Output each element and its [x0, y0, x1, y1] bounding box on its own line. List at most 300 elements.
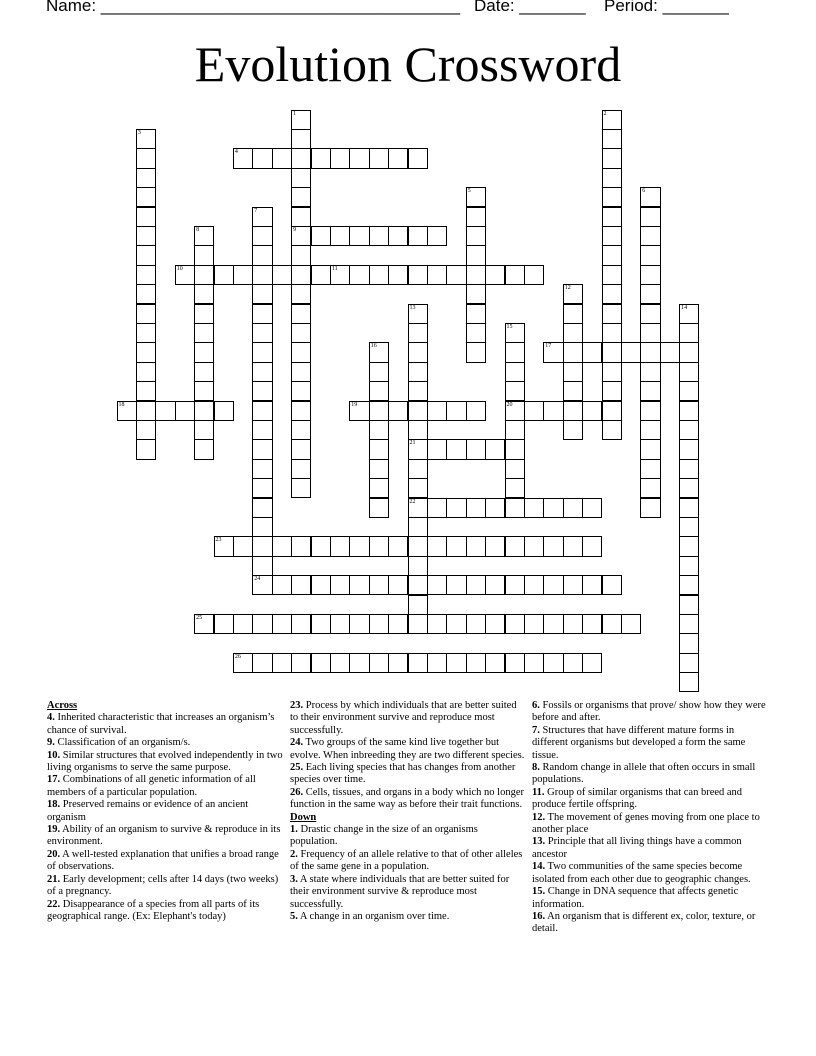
- grid-cell[interactable]: [408, 401, 428, 421]
- grid-cell[interactable]: [369, 401, 389, 421]
- grid-cell[interactable]: [252, 439, 272, 459]
- grid-cell[interactable]: [330, 575, 350, 595]
- grid-cell[interactable]: [252, 459, 272, 479]
- grid-cell[interactable]: [214, 401, 234, 421]
- grid-cell[interactable]: [252, 207, 272, 227]
- grid-cell[interactable]: [291, 342, 311, 362]
- grid-cell[interactable]: [466, 245, 486, 265]
- grid-cell[interactable]: [194, 284, 214, 304]
- grid-cell[interactable]: [679, 614, 699, 634]
- grid-cell[interactable]: [136, 381, 156, 401]
- grid-cell[interactable]: [388, 653, 408, 673]
- grid-cell[interactable]: [349, 614, 369, 634]
- grid-cell[interactable]: [330, 148, 350, 168]
- grid-cell[interactable]: [485, 265, 505, 285]
- grid-cell[interactable]: [117, 401, 137, 421]
- grid-cell[interactable]: [136, 362, 156, 382]
- grid-cell[interactable]: [679, 420, 699, 440]
- grid-cell[interactable]: [427, 536, 447, 556]
- grid-cell[interactable]: [640, 342, 660, 362]
- grid-cell[interactable]: [369, 362, 389, 382]
- grid-cell[interactable]: [563, 401, 583, 421]
- grid-cell[interactable]: [427, 498, 447, 518]
- grid-cell[interactable]: [252, 304, 272, 324]
- grid-cell[interactable]: [466, 439, 486, 459]
- grid-cell[interactable]: [466, 653, 486, 673]
- grid-cell[interactable]: [640, 362, 660, 382]
- grid-cell[interactable]: [602, 245, 622, 265]
- grid-cell[interactable]: [466, 284, 486, 304]
- grid-cell[interactable]: [543, 575, 563, 595]
- grid-cell[interactable]: [408, 459, 428, 479]
- grid-cell[interactable]: [563, 420, 583, 440]
- grid-cell[interactable]: [679, 575, 699, 595]
- grid-cell[interactable]: [388, 226, 408, 246]
- grid-cell[interactable]: [194, 245, 214, 265]
- grid-cell[interactable]: [311, 226, 331, 246]
- grid-cell[interactable]: [602, 110, 622, 130]
- grid-cell[interactable]: [194, 323, 214, 343]
- grid-cell[interactable]: [369, 342, 389, 362]
- grid-cell[interactable]: [194, 420, 214, 440]
- grid-cell[interactable]: [602, 614, 622, 634]
- grid-cell[interactable]: [505, 653, 525, 673]
- grid-cell[interactable]: [563, 575, 583, 595]
- grid-cell[interactable]: [369, 265, 389, 285]
- grid-cell[interactable]: [679, 323, 699, 343]
- grid-cell[interactable]: [466, 498, 486, 518]
- grid-cell[interactable]: [466, 323, 486, 343]
- grid-cell[interactable]: [640, 420, 660, 440]
- date-field[interactable]: Date: _______: [474, 0, 586, 15]
- grid-cell[interactable]: [388, 614, 408, 634]
- grid-cell[interactable]: [388, 265, 408, 285]
- grid-cell[interactable]: [136, 265, 156, 285]
- grid-cell[interactable]: [272, 653, 292, 673]
- grid-cell[interactable]: [679, 536, 699, 556]
- grid-cell[interactable]: [602, 323, 622, 343]
- grid-cell[interactable]: [563, 342, 583, 362]
- grid-cell[interactable]: [679, 362, 699, 382]
- grid-cell[interactable]: [388, 575, 408, 595]
- grid-cell[interactable]: [427, 401, 447, 421]
- grid-cell[interactable]: [136, 439, 156, 459]
- grid-cell[interactable]: [679, 304, 699, 324]
- grid-cell[interactable]: [136, 420, 156, 440]
- grid-cell[interactable]: [214, 536, 234, 556]
- grid-cell[interactable]: [446, 653, 466, 673]
- grid-cell[interactable]: [136, 226, 156, 246]
- grid-cell[interactable]: [524, 401, 544, 421]
- grid-cell[interactable]: [485, 536, 505, 556]
- grid-cell[interactable]: [466, 207, 486, 227]
- grid-cell[interactable]: [582, 401, 602, 421]
- grid-cell[interactable]: [582, 498, 602, 518]
- grid-cell[interactable]: [563, 362, 583, 382]
- grid-cell[interactable]: [640, 265, 660, 285]
- grid-cell[interactable]: [311, 575, 331, 595]
- grid-cell[interactable]: [408, 536, 428, 556]
- grid-cell[interactable]: [679, 478, 699, 498]
- grid-cell[interactable]: [330, 265, 350, 285]
- grid-cell[interactable]: [408, 148, 428, 168]
- grid-cell[interactable]: [505, 323, 525, 343]
- grid-cell[interactable]: [679, 595, 699, 615]
- grid-cell[interactable]: [194, 381, 214, 401]
- grid-cell[interactable]: [408, 323, 428, 343]
- grid-cell[interactable]: [505, 439, 525, 459]
- grid-cell[interactable]: [175, 401, 195, 421]
- grid-cell[interactable]: [369, 498, 389, 518]
- grid-cell[interactable]: [427, 226, 447, 246]
- grid-cell[interactable]: [291, 265, 311, 285]
- grid-cell[interactable]: [252, 653, 272, 673]
- grid-cell[interactable]: [640, 401, 660, 421]
- grid-cell[interactable]: [505, 498, 525, 518]
- grid-cell[interactable]: [233, 148, 253, 168]
- grid-cell[interactable]: [369, 226, 389, 246]
- grid-cell[interactable]: [136, 245, 156, 265]
- grid-cell[interactable]: [408, 498, 428, 518]
- grid-cell[interactable]: [291, 304, 311, 324]
- grid-cell[interactable]: [602, 401, 622, 421]
- grid-cell[interactable]: [194, 362, 214, 382]
- grid-cell[interactable]: [408, 304, 428, 324]
- grid-cell[interactable]: [524, 265, 544, 285]
- grid-cell[interactable]: [136, 207, 156, 227]
- grid-cell[interactable]: [330, 226, 350, 246]
- grid-cell[interactable]: [505, 342, 525, 362]
- grid-cell[interactable]: [640, 478, 660, 498]
- grid-cell[interactable]: [388, 536, 408, 556]
- grid-cell[interactable]: [272, 148, 292, 168]
- grid-cell[interactable]: [194, 614, 214, 634]
- grid-cell[interactable]: [408, 342, 428, 362]
- grid-cell[interactable]: [640, 498, 660, 518]
- grid-cell[interactable]: [505, 381, 525, 401]
- grid-cell[interactable]: [446, 575, 466, 595]
- grid-cell[interactable]: [349, 653, 369, 673]
- grid-cell[interactable]: [427, 653, 447, 673]
- grid-cell[interactable]: [602, 362, 622, 382]
- grid-cell[interactable]: [466, 575, 486, 595]
- grid-cell[interactable]: [408, 381, 428, 401]
- grid-cell[interactable]: [408, 420, 428, 440]
- grid-cell[interactable]: [408, 614, 428, 634]
- grid-cell[interactable]: [485, 653, 505, 673]
- grid-cell[interactable]: [602, 226, 622, 246]
- grid-cell[interactable]: [640, 323, 660, 343]
- grid-cell[interactable]: [272, 265, 292, 285]
- grid-cell[interactable]: [291, 420, 311, 440]
- grid-cell[interactable]: [272, 614, 292, 634]
- grid-cell[interactable]: [427, 265, 447, 285]
- grid-cell[interactable]: [349, 401, 369, 421]
- grid-cell[interactable]: [408, 265, 428, 285]
- grid-cell[interactable]: [602, 381, 622, 401]
- grid-cell[interactable]: [252, 517, 272, 537]
- grid-cell[interactable]: [524, 536, 544, 556]
- grid-cell[interactable]: [272, 575, 292, 595]
- grid-cell[interactable]: [427, 439, 447, 459]
- grid-cell[interactable]: [175, 265, 195, 285]
- grid-cell[interactable]: [369, 420, 389, 440]
- grid-cell[interactable]: [466, 536, 486, 556]
- grid-cell[interactable]: [194, 401, 214, 421]
- grid-cell[interactable]: [505, 420, 525, 440]
- grid-cell[interactable]: [524, 575, 544, 595]
- grid-cell[interactable]: [369, 575, 389, 595]
- grid-cell[interactable]: [640, 245, 660, 265]
- grid-cell[interactable]: [679, 633, 699, 653]
- grid-cell[interactable]: [291, 381, 311, 401]
- grid-cell[interactable]: [563, 536, 583, 556]
- grid-cell[interactable]: [602, 129, 622, 149]
- grid-cell[interactable]: [252, 478, 272, 498]
- grid-cell[interactable]: [291, 478, 311, 498]
- grid-cell[interactable]: [466, 401, 486, 421]
- grid-cell[interactable]: [679, 517, 699, 537]
- grid-cell[interactable]: [136, 304, 156, 324]
- grid-cell[interactable]: [602, 304, 622, 324]
- grid-cell[interactable]: [621, 342, 641, 362]
- grid-cell[interactable]: [369, 439, 389, 459]
- grid-cell[interactable]: [291, 110, 311, 130]
- grid-cell[interactable]: [466, 226, 486, 246]
- grid-cell[interactable]: [582, 536, 602, 556]
- grid-cell[interactable]: [252, 381, 272, 401]
- grid-cell[interactable]: [233, 265, 253, 285]
- grid-cell[interactable]: [505, 614, 525, 634]
- grid-cell[interactable]: [311, 614, 331, 634]
- grid-cell[interactable]: [136, 129, 156, 149]
- grid-cell[interactable]: [602, 342, 622, 362]
- grid-cell[interactable]: [582, 575, 602, 595]
- grid-cell[interactable]: [427, 614, 447, 634]
- grid-cell[interactable]: [214, 614, 234, 634]
- grid-cell[interactable]: [640, 207, 660, 227]
- grid-cell[interactable]: [602, 187, 622, 207]
- grid-cell[interactable]: [563, 614, 583, 634]
- grid-cell[interactable]: [252, 420, 272, 440]
- grid-cell[interactable]: [291, 439, 311, 459]
- grid-cell[interactable]: [679, 342, 699, 362]
- grid-cell[interactable]: [505, 265, 525, 285]
- grid-cell[interactable]: [233, 536, 253, 556]
- grid-cell[interactable]: [485, 498, 505, 518]
- grid-cell[interactable]: [640, 459, 660, 479]
- grid-cell[interactable]: [621, 614, 641, 634]
- grid-cell[interactable]: [466, 342, 486, 362]
- grid-cell[interactable]: [272, 536, 292, 556]
- grid-cell[interactable]: [291, 362, 311, 382]
- grid-cell[interactable]: [252, 614, 272, 634]
- grid-cell[interactable]: [349, 536, 369, 556]
- grid-cell[interactable]: [136, 401, 156, 421]
- grid-cell[interactable]: [485, 575, 505, 595]
- grid-cell[interactable]: [446, 498, 466, 518]
- grid-cell[interactable]: [505, 536, 525, 556]
- grid-cell[interactable]: [252, 536, 272, 556]
- name-field[interactable]: Name: ______________________________________: [46, 0, 461, 15]
- grid-cell[interactable]: [194, 342, 214, 362]
- grid-cell[interactable]: [369, 478, 389, 498]
- grid-cell[interactable]: [136, 342, 156, 362]
- grid-cell[interactable]: [252, 556, 272, 576]
- grid-cell[interactable]: [291, 226, 311, 246]
- grid-cell[interactable]: [291, 653, 311, 673]
- grid-cell[interactable]: [505, 478, 525, 498]
- grid-cell[interactable]: [446, 536, 466, 556]
- grid-cell[interactable]: [388, 148, 408, 168]
- grid-cell[interactable]: [485, 614, 505, 634]
- grid-cell[interactable]: [640, 439, 660, 459]
- grid-cell[interactable]: [291, 459, 311, 479]
- grid-cell[interactable]: [679, 653, 699, 673]
- grid-cell[interactable]: [408, 226, 428, 246]
- grid-cell[interactable]: [408, 478, 428, 498]
- grid-cell[interactable]: [408, 595, 428, 615]
- grid-cell[interactable]: [679, 439, 699, 459]
- grid-cell[interactable]: [349, 148, 369, 168]
- grid-cell[interactable]: [427, 575, 447, 595]
- grid-cell[interactable]: [369, 653, 389, 673]
- grid-cell[interactable]: [369, 381, 389, 401]
- grid-cell[interactable]: [602, 575, 622, 595]
- grid-cell[interactable]: [446, 614, 466, 634]
- grid-cell[interactable]: [252, 323, 272, 343]
- grid-cell[interactable]: [291, 284, 311, 304]
- grid-cell[interactable]: [543, 498, 563, 518]
- grid-cell[interactable]: [446, 265, 466, 285]
- grid-cell[interactable]: [408, 439, 428, 459]
- grid-cell[interactable]: [408, 575, 428, 595]
- grid-cell[interactable]: [640, 226, 660, 246]
- grid-cell[interactable]: [679, 381, 699, 401]
- grid-cell[interactable]: [330, 653, 350, 673]
- grid-cell[interactable]: [349, 226, 369, 246]
- grid-cell[interactable]: [505, 362, 525, 382]
- grid-cell[interactable]: [252, 284, 272, 304]
- grid-cell[interactable]: [369, 536, 389, 556]
- grid-cell[interactable]: [640, 187, 660, 207]
- grid-cell[interactable]: [252, 401, 272, 421]
- grid-cell[interactable]: [214, 265, 234, 285]
- grid-cell[interactable]: [194, 304, 214, 324]
- grid-cell[interactable]: [330, 536, 350, 556]
- grid-cell[interactable]: [524, 653, 544, 673]
- grid-cell[interactable]: [388, 401, 408, 421]
- grid-cell[interactable]: [291, 401, 311, 421]
- grid-cell[interactable]: [136, 187, 156, 207]
- grid-cell[interactable]: [408, 653, 428, 673]
- grid-cell[interactable]: [582, 342, 602, 362]
- grid-cell[interactable]: [252, 265, 272, 285]
- grid-cell[interactable]: [543, 653, 563, 673]
- grid-cell[interactable]: [485, 439, 505, 459]
- grid-cell[interactable]: [291, 207, 311, 227]
- grid-cell[interactable]: [408, 556, 428, 576]
- grid-cell[interactable]: [311, 653, 331, 673]
- grid-cell[interactable]: [505, 459, 525, 479]
- grid-cell[interactable]: [330, 614, 350, 634]
- grid-cell[interactable]: [563, 323, 583, 343]
- grid-cell[interactable]: [291, 536, 311, 556]
- grid-cell[interactable]: [640, 381, 660, 401]
- grid-cell[interactable]: [660, 342, 680, 362]
- grid-cell[interactable]: [466, 187, 486, 207]
- grid-cell[interactable]: [136, 323, 156, 343]
- grid-cell[interactable]: [543, 401, 563, 421]
- grid-cell[interactable]: [466, 614, 486, 634]
- period-field[interactable]: Period: _______: [604, 0, 729, 15]
- grid-cell[interactable]: [466, 265, 486, 285]
- grid-cell[interactable]: [582, 653, 602, 673]
- grid-cell[interactable]: [194, 265, 214, 285]
- grid-cell[interactable]: [252, 148, 272, 168]
- grid-cell[interactable]: [543, 536, 563, 556]
- grid-cell[interactable]: [466, 304, 486, 324]
- grid-cell[interactable]: [369, 459, 389, 479]
- grid-cell[interactable]: [408, 362, 428, 382]
- grid-cell[interactable]: [291, 245, 311, 265]
- grid-cell[interactable]: [505, 401, 525, 421]
- grid-cell[interactable]: [505, 575, 525, 595]
- grid-cell[interactable]: [291, 187, 311, 207]
- grid-cell[interactable]: [602, 148, 622, 168]
- grid-cell[interactable]: [349, 575, 369, 595]
- grid-cell[interactable]: [311, 265, 331, 285]
- grid-cell[interactable]: [679, 672, 699, 692]
- grid-cell[interactable]: [252, 575, 272, 595]
- grid-cell[interactable]: [369, 148, 389, 168]
- grid-cell[interactable]: [543, 342, 563, 362]
- grid-cell[interactable]: [136, 168, 156, 188]
- grid-cell[interactable]: [194, 226, 214, 246]
- grid-cell[interactable]: [563, 498, 583, 518]
- grid-cell[interactable]: [563, 381, 583, 401]
- grid-cell[interactable]: [291, 148, 311, 168]
- grid-cell[interactable]: [311, 148, 331, 168]
- grid-cell[interactable]: [252, 342, 272, 362]
- grid-cell[interactable]: [640, 284, 660, 304]
- grid-cell[interactable]: [136, 284, 156, 304]
- grid-cell[interactable]: [233, 653, 253, 673]
- grid-cell[interactable]: [602, 265, 622, 285]
- grid-cell[interactable]: [252, 226, 272, 246]
- grid-cell[interactable]: [679, 498, 699, 518]
- grid-cell[interactable]: [602, 420, 622, 440]
- grid-cell[interactable]: [136, 148, 156, 168]
- grid-cell[interactable]: [291, 129, 311, 149]
- grid-cell[interactable]: [155, 401, 175, 421]
- grid-cell[interactable]: [291, 323, 311, 343]
- grid-cell[interactable]: [252, 498, 272, 518]
- grid-cell[interactable]: [563, 653, 583, 673]
- grid-cell[interactable]: [602, 207, 622, 227]
- grid-cell[interactable]: [291, 614, 311, 634]
- grid-cell[interactable]: [679, 459, 699, 479]
- grid-cell[interactable]: [582, 614, 602, 634]
- grid-cell[interactable]: [602, 284, 622, 304]
- grid-cell[interactable]: [311, 536, 331, 556]
- grid-cell[interactable]: [349, 265, 369, 285]
- grid-cell[interactable]: [524, 614, 544, 634]
- grid-cell[interactable]: [640, 304, 660, 324]
- grid-cell[interactable]: [408, 517, 428, 537]
- grid-cell[interactable]: [563, 284, 583, 304]
- grid-cell[interactable]: [524, 498, 544, 518]
